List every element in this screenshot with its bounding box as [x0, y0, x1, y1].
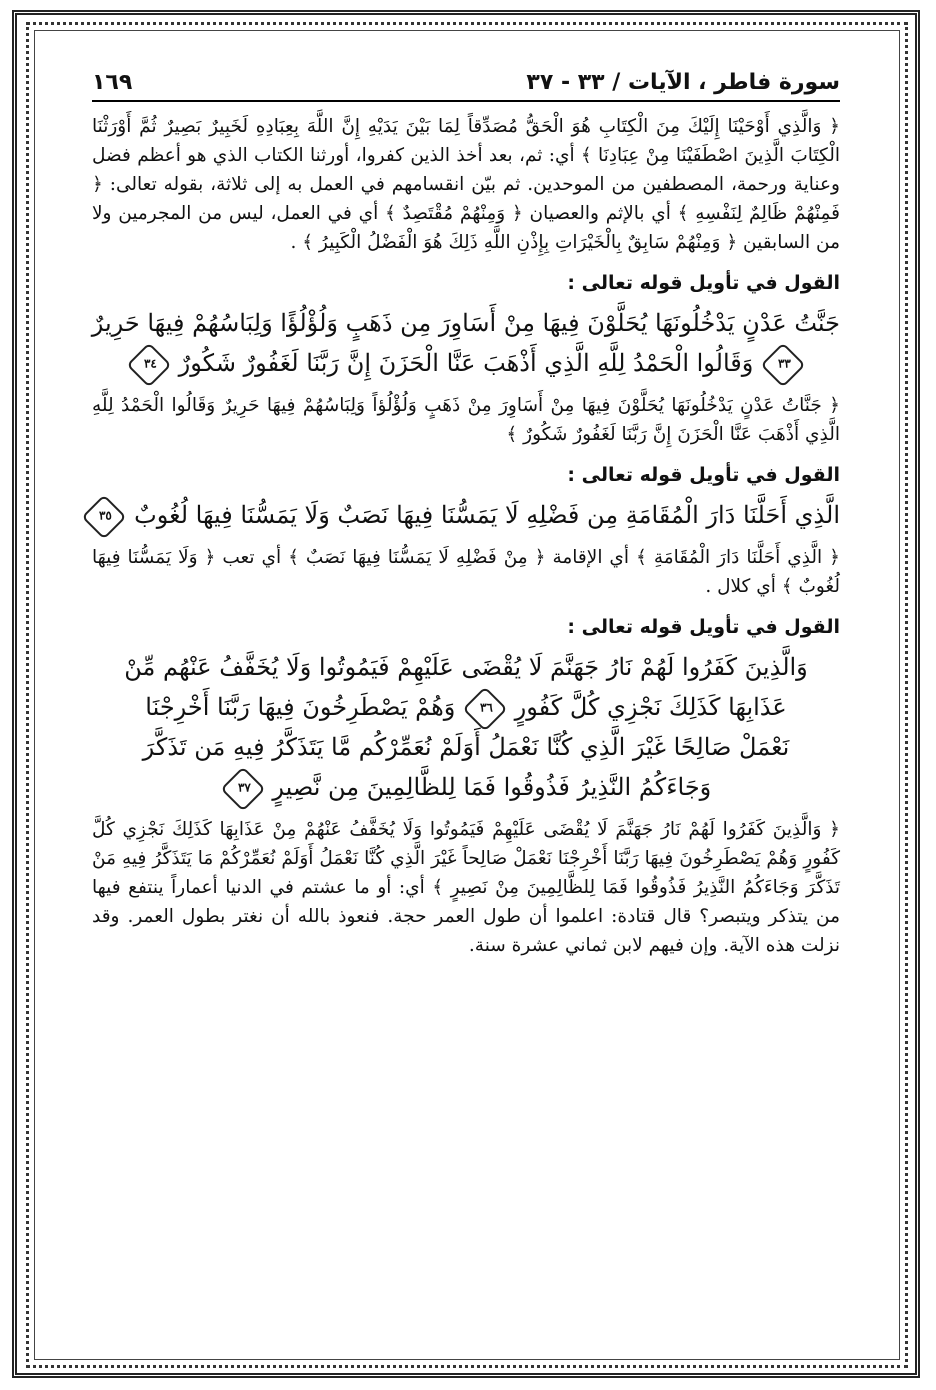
verse-number-mark: ٣٧ [220, 766, 265, 811]
page-number: ١٦٩ [92, 69, 133, 95]
section-heading: القول في تأويل قوله تعالى : [567, 272, 840, 294]
verse-number-mark: ٣٣ [760, 342, 805, 387]
verse-number-mark: ٣٦ [462, 686, 507, 731]
verse-line: وَجَاءَكُمُ النَّذِيرُ فَذُوقُوا فَمَا لِلظَّالِمِينَ مِن نَّصِيرٍ ٣٧ [92, 767, 840, 807]
commentary-paragraph: ﴿ جَنَّاتُ عَدْنٍ يَدْخُلُونَهَا يُحَلَّوْنَ فِيهَا مِنْ أَسَاوِرَ مِنْ ذَهَبٍ وَلُؤْلُؤاً وَلِبَاسُهُمْ فِيهَا حَرِيرٌ وَقَالُوا الْحَمْدُ لِلَّهِ الَّذِي أَذْهَبَ عَنَّا الْحَزَنَ إِنَّ رَبَّنَا لَغَفُورٌ شَكُورٌ ﴾ [92, 395, 840, 445]
quran-verse-block [92, 303, 840, 383]
commentary-paragraph: ﴿ وَالَّذِينَ كَفَرُوا لَهُمْ نَارُ جَهَنَّمَ لَا يُقْضَى عَلَيْهِمْ فَيَمُوتُوا وَلَا يُخَفَّفُ عَنْهُمْ مِنْ عَذَابِهَا كَذَلِكَ نَجْزِي كُلَّ كَفُورٍ وَهُمْ يَصْطَرِخُونَ فِيهَا رَبَّنَا أَخْرِجْنَا نَعْمَلْ صَالِحاً غَيْرَ الَّذِي كُنَّا نَعْمَلُ أَوَلَمْ نُعَمِّرْكُمْ مَا يَتَذَكَّرُ فِيهِ مَنْ تَذَكَّرَ وَجَاءَكُمُ النَّذِيرُ فَذُوقُوا فَمَا لِلظَّالِمِينَ مِنْ نَصِيرٍ ﴾ أي: أو ما عشتم في الدنيا أعماراً ينتفع فيها من يتذكر ويتبصر؟ قال قتادة: اعلموا أن طول العمر حجة. فنعوذ بالله أن نغتر بطول العمر. وقد نزلت هذه الآية. وإن فيهم لابن ثماني عشرة سنة. [92, 819, 840, 956]
verse-line: وَالَّذِينَ كَفَرُوا لَهُمْ نَارُ جَهَنَّمَ لَا يُقْضَى عَلَيْهِمْ فَيَمُوتُوا وَلَا يُخَفَّفُ عَنْهُم مِّنْ [124, 653, 808, 681]
section-heading: القول في تأويل قوله تعالى : [567, 464, 840, 486]
surah-title: سورة فاطر ، الآيات / ٣٣ - ٣٧ [526, 69, 840, 95]
verse-line: ٣٣ وَقَالُوا الْحَمْدُ لِلَّهِ الَّذِي أَذْهَبَ عَنَّا الْحَزَنَ إِنَّ رَبَّنَا لَغَفُورٌ شَكُورٌ ٣٤ [92, 343, 840, 383]
section-heading: القول في تأويل قوله تعالى : [567, 616, 840, 638]
verse-line: نَعْمَلْ صَالِحًا غَيْرَ الَّذِي كُنَّا نَعْمَلُ أَوَلَمْ نُعَمِّرْكُم مَّا يَتَذَكَّرُ فِيهِ مَن تَذَكَّرَ [142, 733, 790, 761]
verse-line: الَّذِي أَحَلَّنَا دَارَ الْمُقَامَةِ مِن فَضْلِهِ لَا يَمَسُّنَا فِيهَا نَصَبٌ وَلَا يَمَسُّنَا فِيهَا لُغُوبٌ ٣٥ [92, 495, 840, 535]
commentary-paragraph: ﴿ وَالَّذِي أَوْحَيْنَا إِلَيْكَ مِنَ الْكِتَابِ هُوَ الْحَقُّ مُصَدِّقاً لِمَا بَيْنَ يَدَيْهِ إِنَّ اللَّهَ بِعِبَادِهِ لَخَبِيرٌ بَصِيرٌ ثُمَّ أَوْرَثْنَا الْكِتَابَ الَّذِينَ اصْطَفَيْنَا مِنْ عِبَادِنَا ﴾ أي: ثم، بعد أخذ الذين كفروا، أورثنا الكتاب الذي هو أعظم فضل وعناية ورحمة، المصطفين من الموحدين. ثم بيّن انقسامهم في العمل به إلى ثلاثة، بقوله تعالى: ﴿ فَمِنْهُمْ ظَالِمٌ لِنَفْسِهِ ﴾ أي بالإثم والعصيان ﴿ وَمِنْهُمْ مُقْتَصِدٌ ﴾ أي في العمل، ليس من المجرمين ولا من السابقين ﴿ وَمِنْهُمْ سَابِقٌ بِالْخَيْرَاتِ بِإِذْنِ اللَّهِ ذَلِكَ هُوَ الْفَضْلُ الْكَبِيرُ ﴾ . [92, 116, 840, 253]
verse-line: جَنَّتُ عَدْنٍ يَدْخُلُونَهَا يُحَلَّوْنَ فِيهَا مِنْ أَسَاوِرَ مِن ذَهَبٍ وَلُؤْلُؤًا وَلِبَاسُهُمْ فِيهَا حَرِيرٌ [91, 309, 840, 337]
running-header [92, 64, 840, 102]
page-body [92, 112, 840, 960]
verse-number-mark: ٣٤ [126, 342, 171, 387]
commentary-paragraph: ﴿ الَّذِي أَحَلَّنَا دَارَ الْمُقَامَةِ ﴾ أي الإقامة ﴿ مِنْ فَضْلِهِ لَا يَمَسُّنَا فِيهَا نَصَبٌ ﴾ أي تعب ﴿ وَلَا يَمَسُّنَا فِيهَا لُغُوبٌ ﴾ أي كلال . [92, 547, 840, 597]
verse-number-mark: ٣٥ [82, 494, 127, 539]
quran-verse-block [92, 495, 840, 535]
verse-line: عَذَابِهَا كَذَلِكَ نَجْزِي كُلَّ كَفُورٍ ٣٦ وَهُمْ يَصْطَرِخُونَ فِيهَا رَبَّنَا أَخْرِجْنَا [92, 687, 840, 727]
quran-verse-block [92, 647, 840, 807]
